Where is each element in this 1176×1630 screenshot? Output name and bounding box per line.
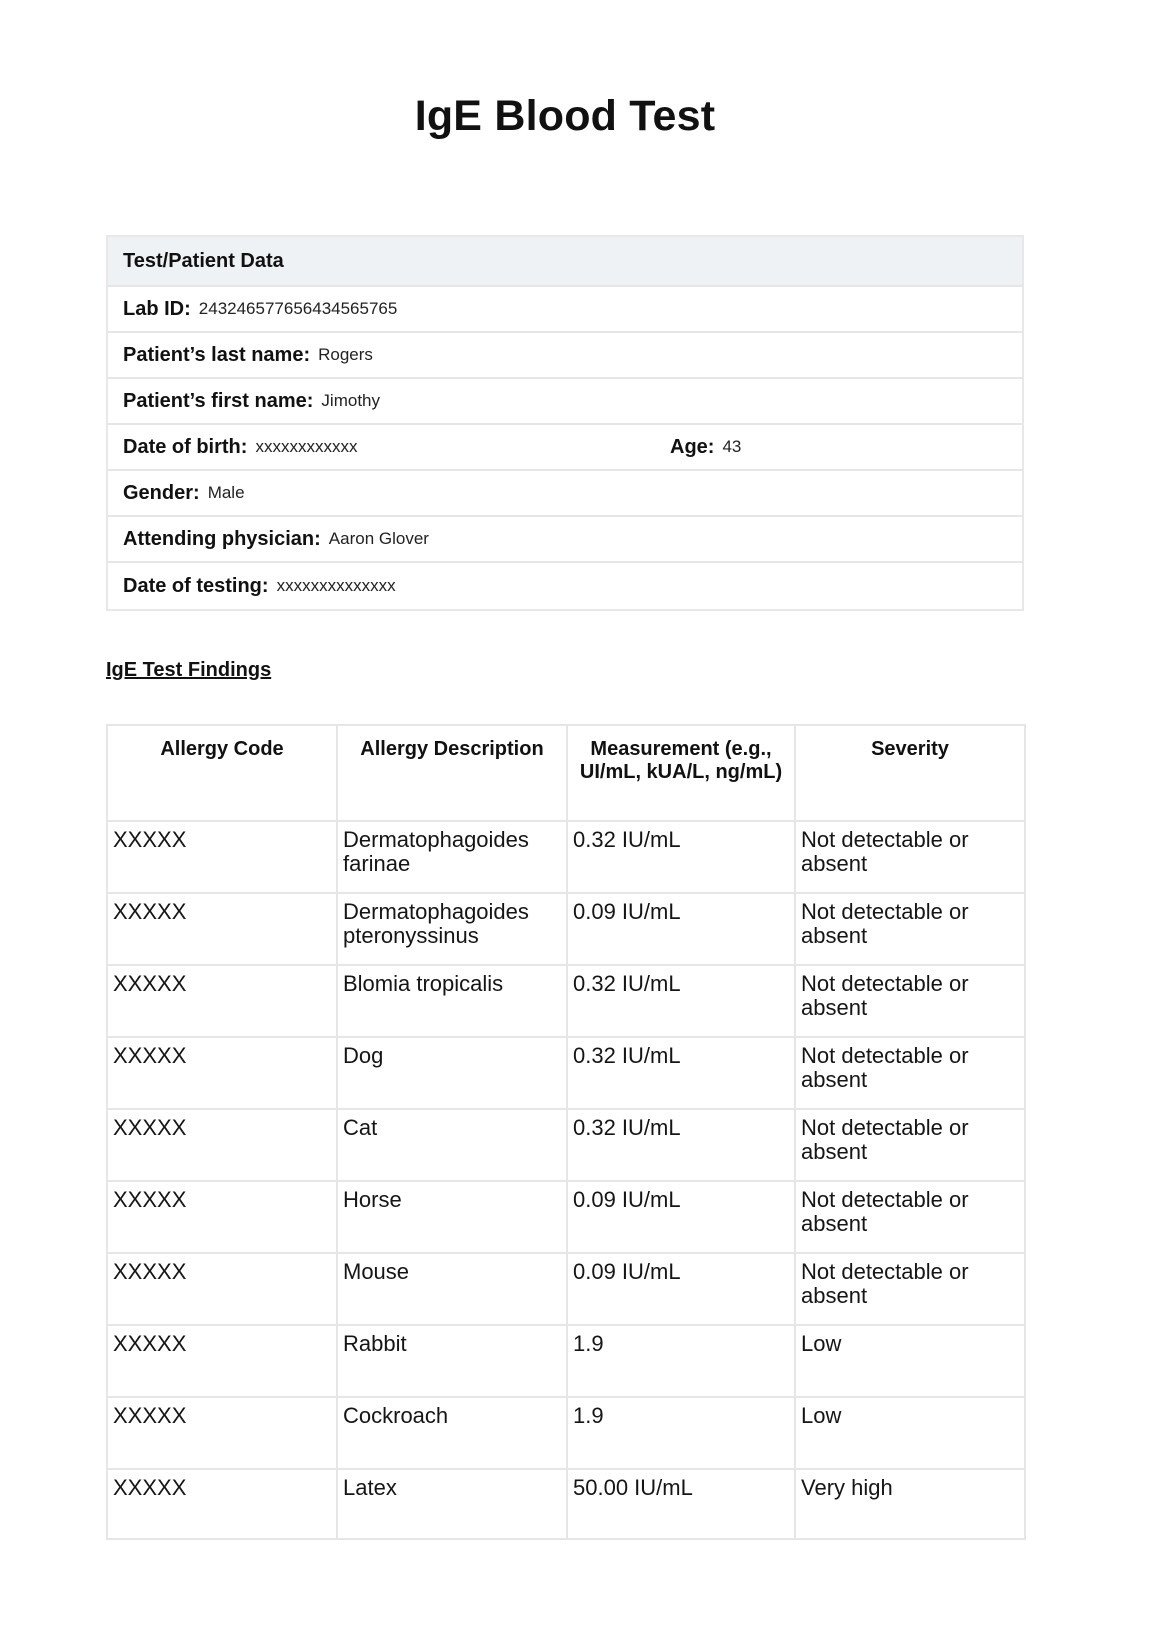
findings-header-row — [107, 725, 1025, 821]
first-name-value: Jimothy — [321, 391, 380, 410]
measurement-cell: 0.32 IU/mL — [567, 965, 795, 1037]
gender-label: Gender: — [123, 481, 200, 504]
severity-cell: Not detectable or absent — [795, 965, 1025, 1037]
lab-id-row — [108, 287, 1022, 333]
allergy-code-cell: XXXXX — [107, 965, 337, 1037]
table-row — [107, 1037, 1025, 1109]
column-header-severity: Severity — [795, 725, 1025, 821]
severity-cell: Not detectable or absent — [795, 821, 1025, 893]
allergy-code-cell: XXXXX — [107, 1469, 337, 1539]
severity-cell: Not detectable or absent — [795, 1109, 1025, 1181]
severity-cell: Not detectable or absent — [795, 1037, 1025, 1109]
last-name-value: Rogers — [318, 345, 373, 364]
measurement-cell: 0.32 IU/mL — [567, 821, 795, 893]
measurement-cell: 50.00 IU/mL — [567, 1469, 795, 1539]
patient-data-header-label: Test/Patient Data — [123, 249, 284, 272]
table-row — [107, 893, 1025, 965]
table-row — [107, 1181, 1025, 1253]
allergy-description-cell: Blomia tropicalis — [337, 965, 567, 1037]
last-name-label: Patient’s last name: — [123, 343, 311, 366]
table-row — [107, 1109, 1025, 1181]
allergy-description-cell: Horse — [337, 1181, 567, 1253]
allergy-description-cell: Mouse — [337, 1253, 567, 1325]
allergy-description-cell: Dog — [337, 1037, 567, 1109]
allergy-code-cell: XXXXX — [107, 821, 337, 893]
physician-label: Attending physician: — [123, 527, 321, 550]
allergy-description-cell: Dermatophagoides farinae — [337, 821, 567, 893]
age-group — [670, 436, 741, 459]
last-name-row — [108, 333, 1022, 379]
patient-data-header — [108, 237, 1022, 287]
allergy-description-cell: Cockroach — [337, 1397, 567, 1469]
patient-data-table — [106, 235, 1024, 611]
measurement-cell: 1.9 — [567, 1325, 795, 1397]
allergy-description-cell: Cat — [337, 1109, 567, 1181]
allergy-code-cell: XXXXX — [107, 1253, 337, 1325]
allergy-code-cell: XXXXX — [107, 1325, 337, 1397]
measurement-cell: 1.9 — [567, 1397, 795, 1469]
first-name-row — [108, 379, 1022, 425]
severity-cell: Not detectable or absent — [795, 1181, 1025, 1253]
severity-cell: Low — [795, 1397, 1025, 1469]
dob-value: xxxxxxxxxxxx — [255, 437, 358, 456]
severity-cell: Not detectable or absent — [795, 1253, 1025, 1325]
dob-age-row — [108, 425, 1022, 471]
lab-id-value: 243246577656434565765 — [198, 299, 398, 318]
physician-row — [108, 517, 1022, 563]
dob-label: Date of birth: — [123, 435, 248, 458]
allergy-code-cell: XXXXX — [107, 1397, 337, 1469]
severity-cell: Very high — [795, 1469, 1025, 1539]
table-row — [107, 1325, 1025, 1397]
allergy-code-cell: XXXXX — [107, 1181, 337, 1253]
measurement-cell: 0.32 IU/mL — [567, 1109, 795, 1181]
severity-cell: Not detectable or absent — [795, 893, 1025, 965]
first-name-label: Patient’s first name: — [123, 389, 314, 412]
findings-heading: IgE Test Findings — [106, 659, 272, 681]
lab-id-label: Lab ID: — [123, 297, 191, 320]
age-label: Age: — [670, 435, 715, 458]
testing-date-value: xxxxxxxxxxxxxx — [276, 576, 396, 595]
physician-value: Aaron Glover — [328, 529, 429, 548]
measurement-cell: 0.09 IU/mL — [567, 1181, 795, 1253]
gender-row — [108, 471, 1022, 517]
allergy-code-cell: XXXXX — [107, 893, 337, 965]
severity-cell: Low — [795, 1325, 1025, 1397]
allergy-description-cell: Dermatophagoides pteronyssinus — [337, 893, 567, 965]
measurement-cell: 0.09 IU/mL — [567, 893, 795, 965]
page-title: IgE Blood Test — [414, 92, 716, 140]
table-row — [107, 1397, 1025, 1469]
findings-table — [106, 724, 1026, 1540]
table-row — [107, 965, 1025, 1037]
allergy-description-cell: Rabbit — [337, 1325, 567, 1397]
allergy-code-cell: XXXXX — [107, 1037, 337, 1109]
measurement-cell: 0.09 IU/mL — [567, 1253, 795, 1325]
measurement-cell: 0.32 IU/mL — [567, 1037, 795, 1109]
table-row — [107, 1469, 1025, 1539]
age-value: 43 — [722, 437, 742, 456]
testing-date-row — [108, 563, 1022, 609]
allergy-description-cell: Latex — [337, 1469, 567, 1539]
column-header-allergy-description: Allergy Description — [337, 725, 567, 821]
column-header-allergy-code: Allergy Code — [107, 725, 337, 821]
gender-value: Male — [207, 483, 245, 502]
allergy-code-cell: XXXXX — [107, 1109, 337, 1181]
table-row — [107, 821, 1025, 893]
testing-date-label: Date of testing: — [123, 574, 269, 597]
column-header-measurement: Measurement (e.g., UI/mL, kUA/L, ng/mL) — [567, 725, 795, 821]
table-row — [107, 1253, 1025, 1325]
